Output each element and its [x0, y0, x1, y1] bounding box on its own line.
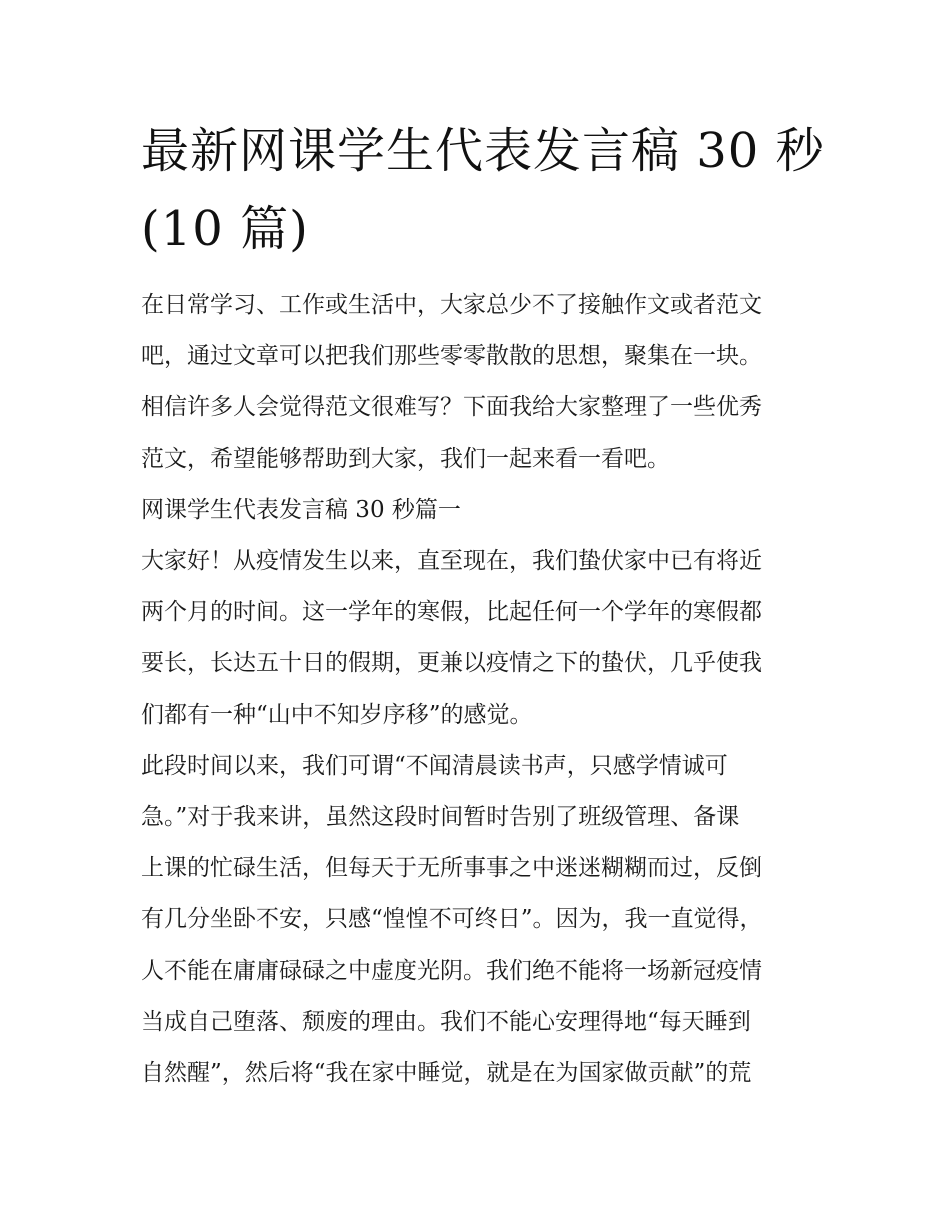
paragraph-line: 相信许多人会觉得范文很难写？下面我给大家整理了一些优秀 — [141, 394, 762, 421]
section-heading: 网课学生代表发言稿 30 秒篇一 — [141, 496, 461, 523]
paragraph-line: 们都有一种“山中不知岁序移”的感觉。 — [141, 701, 533, 728]
title-line: (10 篇) — [141, 201, 309, 257]
paragraph-line: 上课的忙碌生活，但每天于无所事事之中迷迷糊糊而过，反倒 — [141, 855, 762, 882]
paragraph-line: 吧，通过文章可以把我们那些零零散散的思想，聚集在一块。 — [141, 343, 762, 370]
document-body — [141, 280, 813, 1099]
paragraph-line: 人不能在庸庸碌碌之中虚度光阴。我们绝不能将一场新冠疫情 — [141, 957, 762, 984]
paragraph-line: 要长，长达五十日的假期，更兼以疫情之下的蛰伏，几乎使我 — [141, 650, 762, 677]
document-page — [141, 112, 825, 1099]
paragraph-line: 范文，希望能够帮助到大家，我们一起来看一看吧。 — [141, 445, 670, 472]
paragraph-line: 在日常学习、工作或生活中，大家总少不了接触作文或者范文 — [141, 292, 762, 318]
paragraph-line: 当成自己堕落、颓废的理由。我们不能心安理得地“每天睡到 — [141, 1008, 751, 1035]
paragraph-line: 有几分坐卧不安，只感“惶惶不可终日”。因为，我一直觉得， — [141, 906, 763, 933]
document-title — [141, 112, 825, 268]
title-line: 最新网课学生代表发言稿 30 秒 — [141, 123, 825, 179]
paragraph-line: 两个月的时间。这一学年的寒假，比起任何一个学年的寒假都 — [141, 599, 762, 626]
paragraph-line: 此段时间以来，我们可谓“不闻清晨读书声，只感学情诚可 — [141, 752, 728, 779]
paragraph-line: 大家好！从疫情发生以来，直至现在，我们蛰伏家中已有将近 — [141, 548, 762, 575]
paragraph-line: 急。”对于我来讲，虽然这段时间暂时告别了班级管理、备课 — [141, 804, 740, 831]
paragraph-line: 自然醒”，然后将“我在家中睡觉，就是在为国家做贡献”的荒 — [141, 1060, 752, 1087]
